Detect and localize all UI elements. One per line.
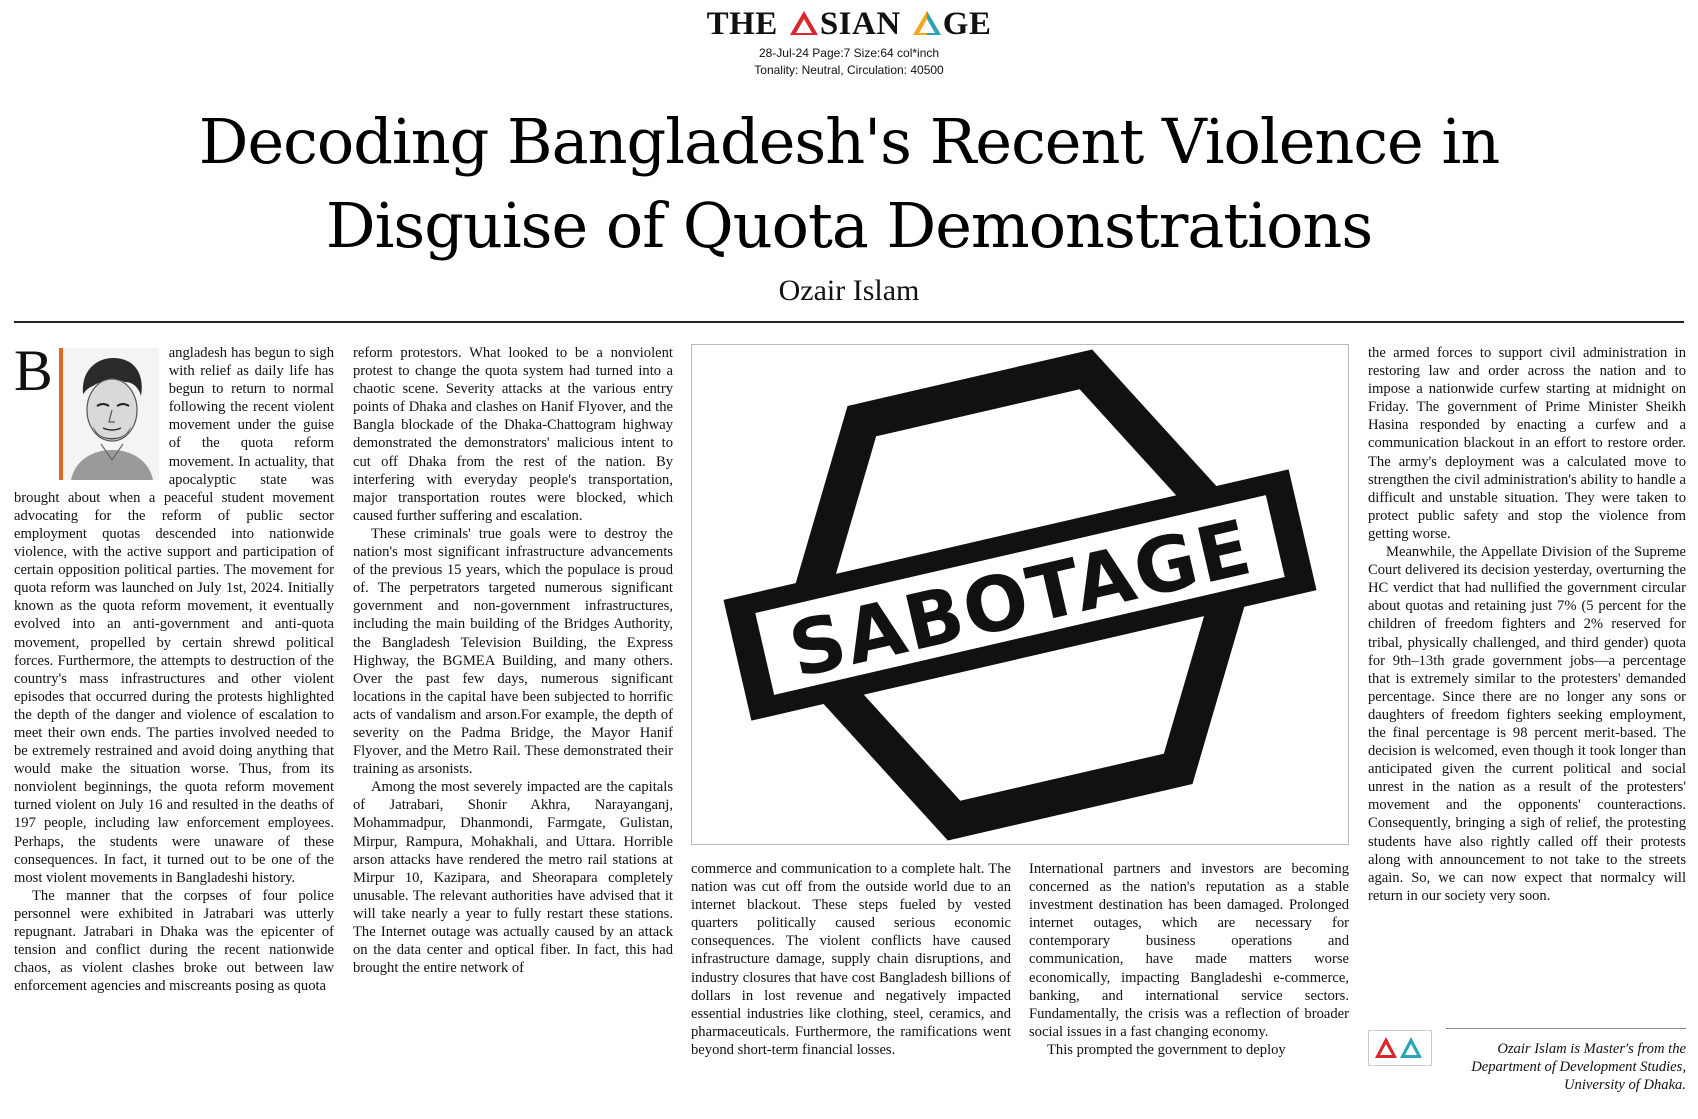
paragraph: The manner that the corpses of four police personnel were exhibited in Jatrabari was utterly repugnant. Jatrabari in Dhaka was the epicenter of tension and conflict during the recent nationwide chaos, as violent clashes broke out between law enforcement agencies and miscreants posing as quota — [14, 887, 334, 995]
author-portrait — [59, 348, 159, 480]
byline: Ozair Islam — [778, 274, 920, 307]
paragraph: This prompted the government to deploy — [1047, 1041, 1286, 1058]
clipping-meta-line-1: 28-Jul-24 Page:7 Size:64 col*inch — [758, 46, 940, 60]
headline-line-2: Disguise of Quota Demonstrations — [325, 189, 1373, 262]
article-column-4 — [1029, 860, 1349, 1100]
article-column-1 — [14, 338, 334, 1094]
drop-cap: B — [14, 338, 53, 403]
author-note-rule — [1446, 1028, 1686, 1029]
article-column-3 — [691, 860, 1011, 1100]
headline-divider — [14, 321, 1684, 323]
author-note: Ozair Islam is Master's from the Department of Development Studies, University of Dhaka. — [1471, 1041, 1686, 1093]
sabotage-hexagon-stamp-icon — [692, 345, 1348, 844]
newspaper-logo — [0, 4, 1698, 44]
newspaper-badge-icon — [1369, 1031, 1431, 1065]
paragraph: International partners and investors are becoming concerned as the nation's reputation as a stable investment destination has been damaged. Prolonged internet outages, which are necessary for contemporary business operations and communication, have made matters worse economically, impacting Bangladeshi e-commerce, banking, and international service sectors. Fundamentally, the crisis was a reflection of broader social issues in a fast changing economy. — [1029, 861, 1349, 1040]
paragraph: These criminals' true goals were to destroy the nation's most significant infrastructure advancements of the previous 15 years, which the populace is proud of. The perpetrators targeted numerous significant government and non-government infrastructures, including the main building of the Bridges Authority, the Bangladesh Television Building, the Express Highway, the BGMEA Building, and many others. Over the past few days, numerous significant locations in the capital have been subjected to horrific acts of vandalism and arson.For example, the depth of severity on the Padma Bridge, the Mayor Hanif Flyover, and the Metro Rail. These demonstrated their training as arsonists. — [353, 525, 673, 778]
newspaper-badge — [1368, 1030, 1432, 1066]
paragraph: Meanwhile, the Appellate Division of the Supreme Court delivered its decision yesterday, overturning the HC verdict that had nullified the government circular about quotas and retaining just 7% (5 percent for the children of freedom fighters and 2% reserved for tribal, physically challenged, and third gender) quota for 9th–13th grade government jobs—a percentage that is extremely similar to the protesters' demanded percentage. Since there are no longer any sons or daughters of freedom fighters seeking employment, the final percentage is 98 percent merit-based. The decision is welcomed, even though it took longer than anticipated given the current political and social unrest in the nation as a result of the protesters' movement and the opponents' counteractions. Consequently, bringing a sigh of relief, the protesting students have also rightly called off their protests along with announcement to not take to the streets again. So, we can now expect that normalcy will return in our society very soon. — [1368, 544, 1686, 904]
sabotage-word: SABOTAGE — [781, 502, 1261, 695]
logo-text-the: THE — [706, 5, 778, 42]
masthead — [0, 4, 1698, 78]
author-note-box — [1368, 1028, 1686, 1100]
article-headline — [0, 100, 1698, 268]
paragraph: commerce and communication to a complete halt. The nation was cut off from the outside world due to an internet blackout. These steps fueled by vested quarters politically caused serious economic consequences. The violent conflicts have caused infrastructure damage, supply chain disruptions, and industry closures that have cost Bangladesh billions of dollars in lost revenue and negatively impacted essential industries like clothing, steel, ceramics, and pharmaceuticals. Furthermore, the ramifications went beyond short-term financial losses. — [691, 861, 1011, 1058]
clipping-meta-line-2: Tonality: Neutral, Circulation: 40500 — [754, 63, 944, 77]
paragraph: the armed forces to support civil administration in restoring law and order across the nation and to impose a nationwide curfew starting at midnight on Friday. The government of Prime Minister Sheikh Hasina responded by enacting a curfew and a communication blackout in an effort to restore order. The army's deployment was a calculated move to strengthen the civil administration's ability to handle a difficult and unstable situation. They were taken to protect public safety and stop the violence from getting worse. — [1368, 345, 1686, 542]
logo-text-sian: SIAN — [819, 5, 901, 42]
sabotage-illustration — [691, 344, 1349, 845]
paragraph: angladesh has begun to sigh with relief as daily life has begun to return to normal following the recent violent movement under the guise of the quota reform movement. In actuality, that apocalyptic state was brought about when a peaceful student movement advocating for the reform of public sector employment quotas descended into nationwide violence, with the active support and participation of certain opposition political parties. The movement for quota reform was launched on July 1st, 2024. Initially known as the quota reform movement, it eventually evolved into an anti-government and anti-quota movement, propelled by certain shrewd political forces. Furthermore, the attempts to destruction of the country's mass infrastructures and other violent episodes that occurred during the protests highlighted the depth of the danger and violence of escalation to meet their own ends. The parties involved needed to be extremely restrained and avoid doing anything that would make the situation worse. Thus, from its nonviolent beginnings, the quota reform movement turned violent on July 16 and resulted in the deaths of 197 people, including law enforcement employees. Perhaps, the students were unaware of these consequences. In fact, it turned out to be one of the most violent movements in Bangladeshi history. — [14, 345, 334, 886]
logo-text-ge: GE — [942, 5, 992, 42]
logo-triangle-icon-2 — [912, 10, 942, 36]
author-portrait-icon — [63, 348, 159, 480]
article-column-2 — [353, 344, 673, 1094]
paragraph: reform protestors. What looked to be a nonviolent protest to change the quota system had turned into a chaotic scene. Severity attacks at the various entry points of Dhaka and clashes on Hanif Flyover, and the Bangla blockade of the Dhaka-Chattogram highway demonstrated the demonstrators' malicious intent to cut off Dhaka from the rest of the nation. By interfering with everyday people's transportation, major transportation routes were blocked, which caused further suffering and escalation. — [353, 345, 673, 524]
headline-line-1: Decoding Bangladesh's Recent Violence in — [198, 105, 1500, 178]
logo-triangle-icon-1 — [789, 10, 819, 36]
paragraph: Among the most severely impacted are the capitals of Jatrabari, Shonir Akhra, Narayanganj, Mohammadpur, Dhanmondi, Farmgate, Gulistan, Mirpur, Rampura, Mohakhali, and Uttara. Horrible arson attacks have rendered the metro rail stations at Mirpur 10, Kazipara, and Sheorapara completely unusable. The relevant authorities have advised that it will take nearly a year to fully restart these stations. The Internet outage was actually caused by an attack on the data center and optical fiber. In fact, this had brought the entire network of — [353, 779, 673, 977]
article-column-5 — [1368, 344, 1686, 1004]
